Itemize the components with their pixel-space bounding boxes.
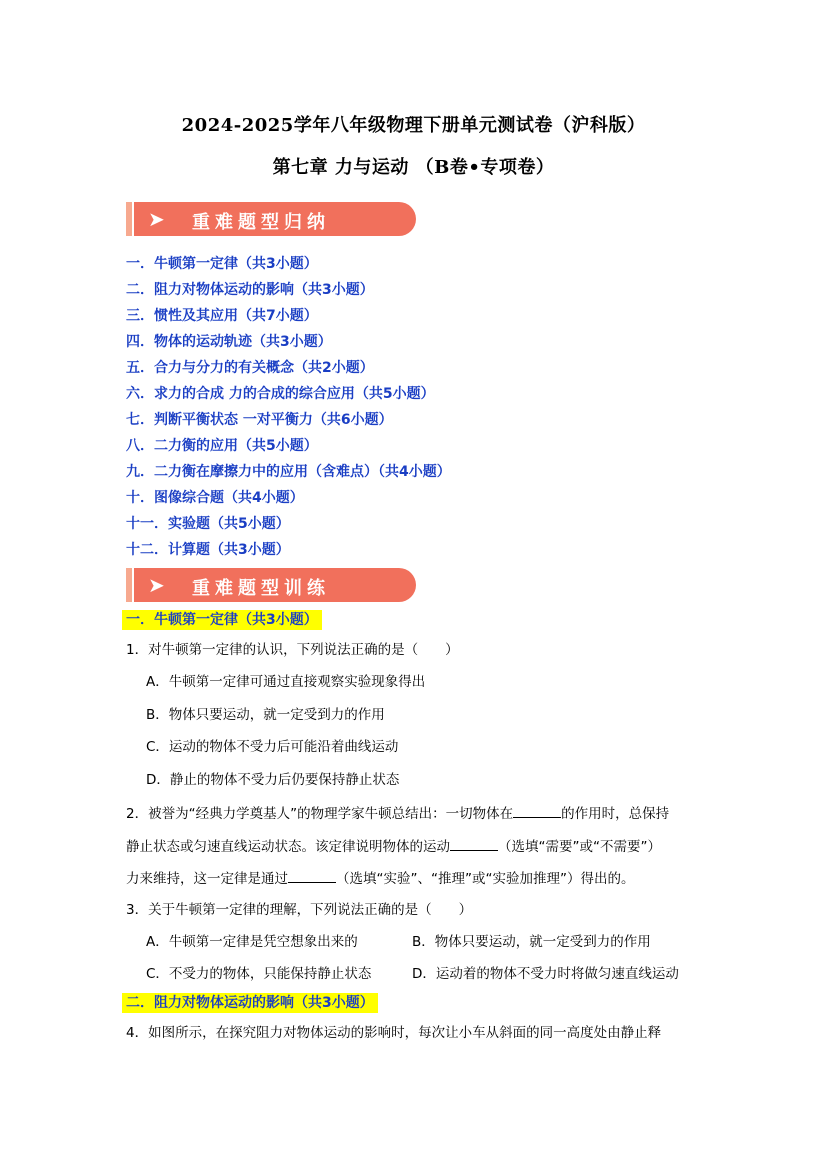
banner-label: 重难题型训练 bbox=[192, 578, 330, 599]
question-2-text: 力来维持，这一定律是通过 bbox=[126, 871, 288, 887]
question-2-text: 静止状态或匀速直线运动状态。该定律说明物体的运动 bbox=[126, 839, 450, 855]
topic-item: 八．二力衡的应用（共5小题） bbox=[126, 438, 318, 454]
question-1-stem: 1．对牛顿第一定律的认识，下列说法正确的是（ ） bbox=[126, 642, 459, 658]
question-3-option-a: A．牛顿第一定律是凭空想象出来的 bbox=[146, 934, 358, 950]
topic-item: 五．合力与分力的有关概念（共2小题） bbox=[126, 360, 374, 376]
question-2-text: （选填“需要”或“不需要”） bbox=[498, 839, 661, 855]
banner-accent-bar bbox=[126, 202, 132, 236]
question-1-option-a: A．牛顿第一定律可通过直接观察实验现象得出 bbox=[146, 674, 426, 690]
topic-item: 十．图像综合题（共4小题） bbox=[126, 490, 304, 506]
banner-accent-bar bbox=[126, 568, 132, 602]
question-2-text: 2．被誉为“经典力学奠基人”的物理学家牛顿总结出：一切物体在 bbox=[126, 806, 514, 822]
question-1-option-d: D．静止的物体不受力后仍要保持静止状态 bbox=[146, 772, 400, 788]
arrow-icon: ➤ bbox=[148, 573, 165, 597]
document-title: 2024-2025学年八年级物理下册单元测试卷（沪科版） bbox=[181, 115, 646, 136]
topic-item: 十二．计算题（共3小题） bbox=[126, 542, 290, 558]
topic-item: 三．惯性及其应用（共7小题） bbox=[126, 308, 318, 324]
question-2-text: 的作用时，总保持 bbox=[561, 806, 670, 822]
question-3-option-b: B．物体只要运动，就一定受到力的作用 bbox=[412, 934, 651, 950]
topic-item: 二．阻力对物体运动的影响（共3小题） bbox=[126, 282, 374, 298]
question-2-line-1 bbox=[126, 803, 669, 824]
summary-banner bbox=[126, 202, 416, 236]
topic-item: 六．求力的合成 力的合成的综合应用（共5小题） bbox=[126, 386, 435, 402]
answer-blank[interactable] bbox=[288, 868, 336, 883]
answer-blank[interactable] bbox=[450, 836, 498, 851]
topic-item: 四．物体的运动轨迹（共3小题） bbox=[126, 334, 332, 350]
question-4-stem: 4．如图所示，在探究阻力对物体运动的影响时，每次让小车从斜面的同一高度处由静止释 bbox=[126, 1025, 662, 1041]
question-2-line-2 bbox=[126, 836, 661, 857]
question-1-option-c: C．运动的物体不受力后可能沿着曲线运动 bbox=[146, 739, 399, 755]
arrow-icon: ➤ bbox=[148, 207, 165, 231]
topic-list bbox=[126, 254, 451, 566]
topic-item: 九．二力衡在摩擦力中的应用（含难点）（共4小题） bbox=[126, 464, 451, 480]
answer-blank[interactable] bbox=[513, 803, 561, 818]
question-2-text: （选填“实验”、“推理”或“实验加推理”）得出的。 bbox=[336, 871, 635, 887]
banner-label: 重难题型归纳 bbox=[192, 212, 330, 233]
topic-item: 十一．实验题（共5小题） bbox=[126, 516, 290, 532]
question-3-stem: 3．关于牛顿第一定律的理解，下列说法正确的是（ ） bbox=[126, 902, 473, 918]
section-heading-1: 一．牛顿第一定律（共3小题） bbox=[122, 610, 322, 630]
section-heading-2: 二．阻力对物体运动的影响（共3小题） bbox=[122, 993, 378, 1013]
training-banner bbox=[126, 568, 416, 602]
question-1-option-b: B．物体只要运动，就一定受到力的作用 bbox=[146, 707, 385, 723]
question-3-option-d: D．运动着的物体不受力时将做匀速直线运动 bbox=[412, 966, 679, 982]
question-3-option-c: C．不受力的物体，只能保持静止状态 bbox=[146, 966, 372, 982]
question-2-line-3 bbox=[126, 868, 634, 889]
chapter-title: 第七章 力与运动 （B卷•专项卷） bbox=[272, 157, 555, 178]
topic-item: 一．牛顿第一定律（共3小题） bbox=[126, 256, 318, 272]
topic-item: 七．判断平衡状态 一对平衡力（共6小题） bbox=[126, 412, 393, 428]
